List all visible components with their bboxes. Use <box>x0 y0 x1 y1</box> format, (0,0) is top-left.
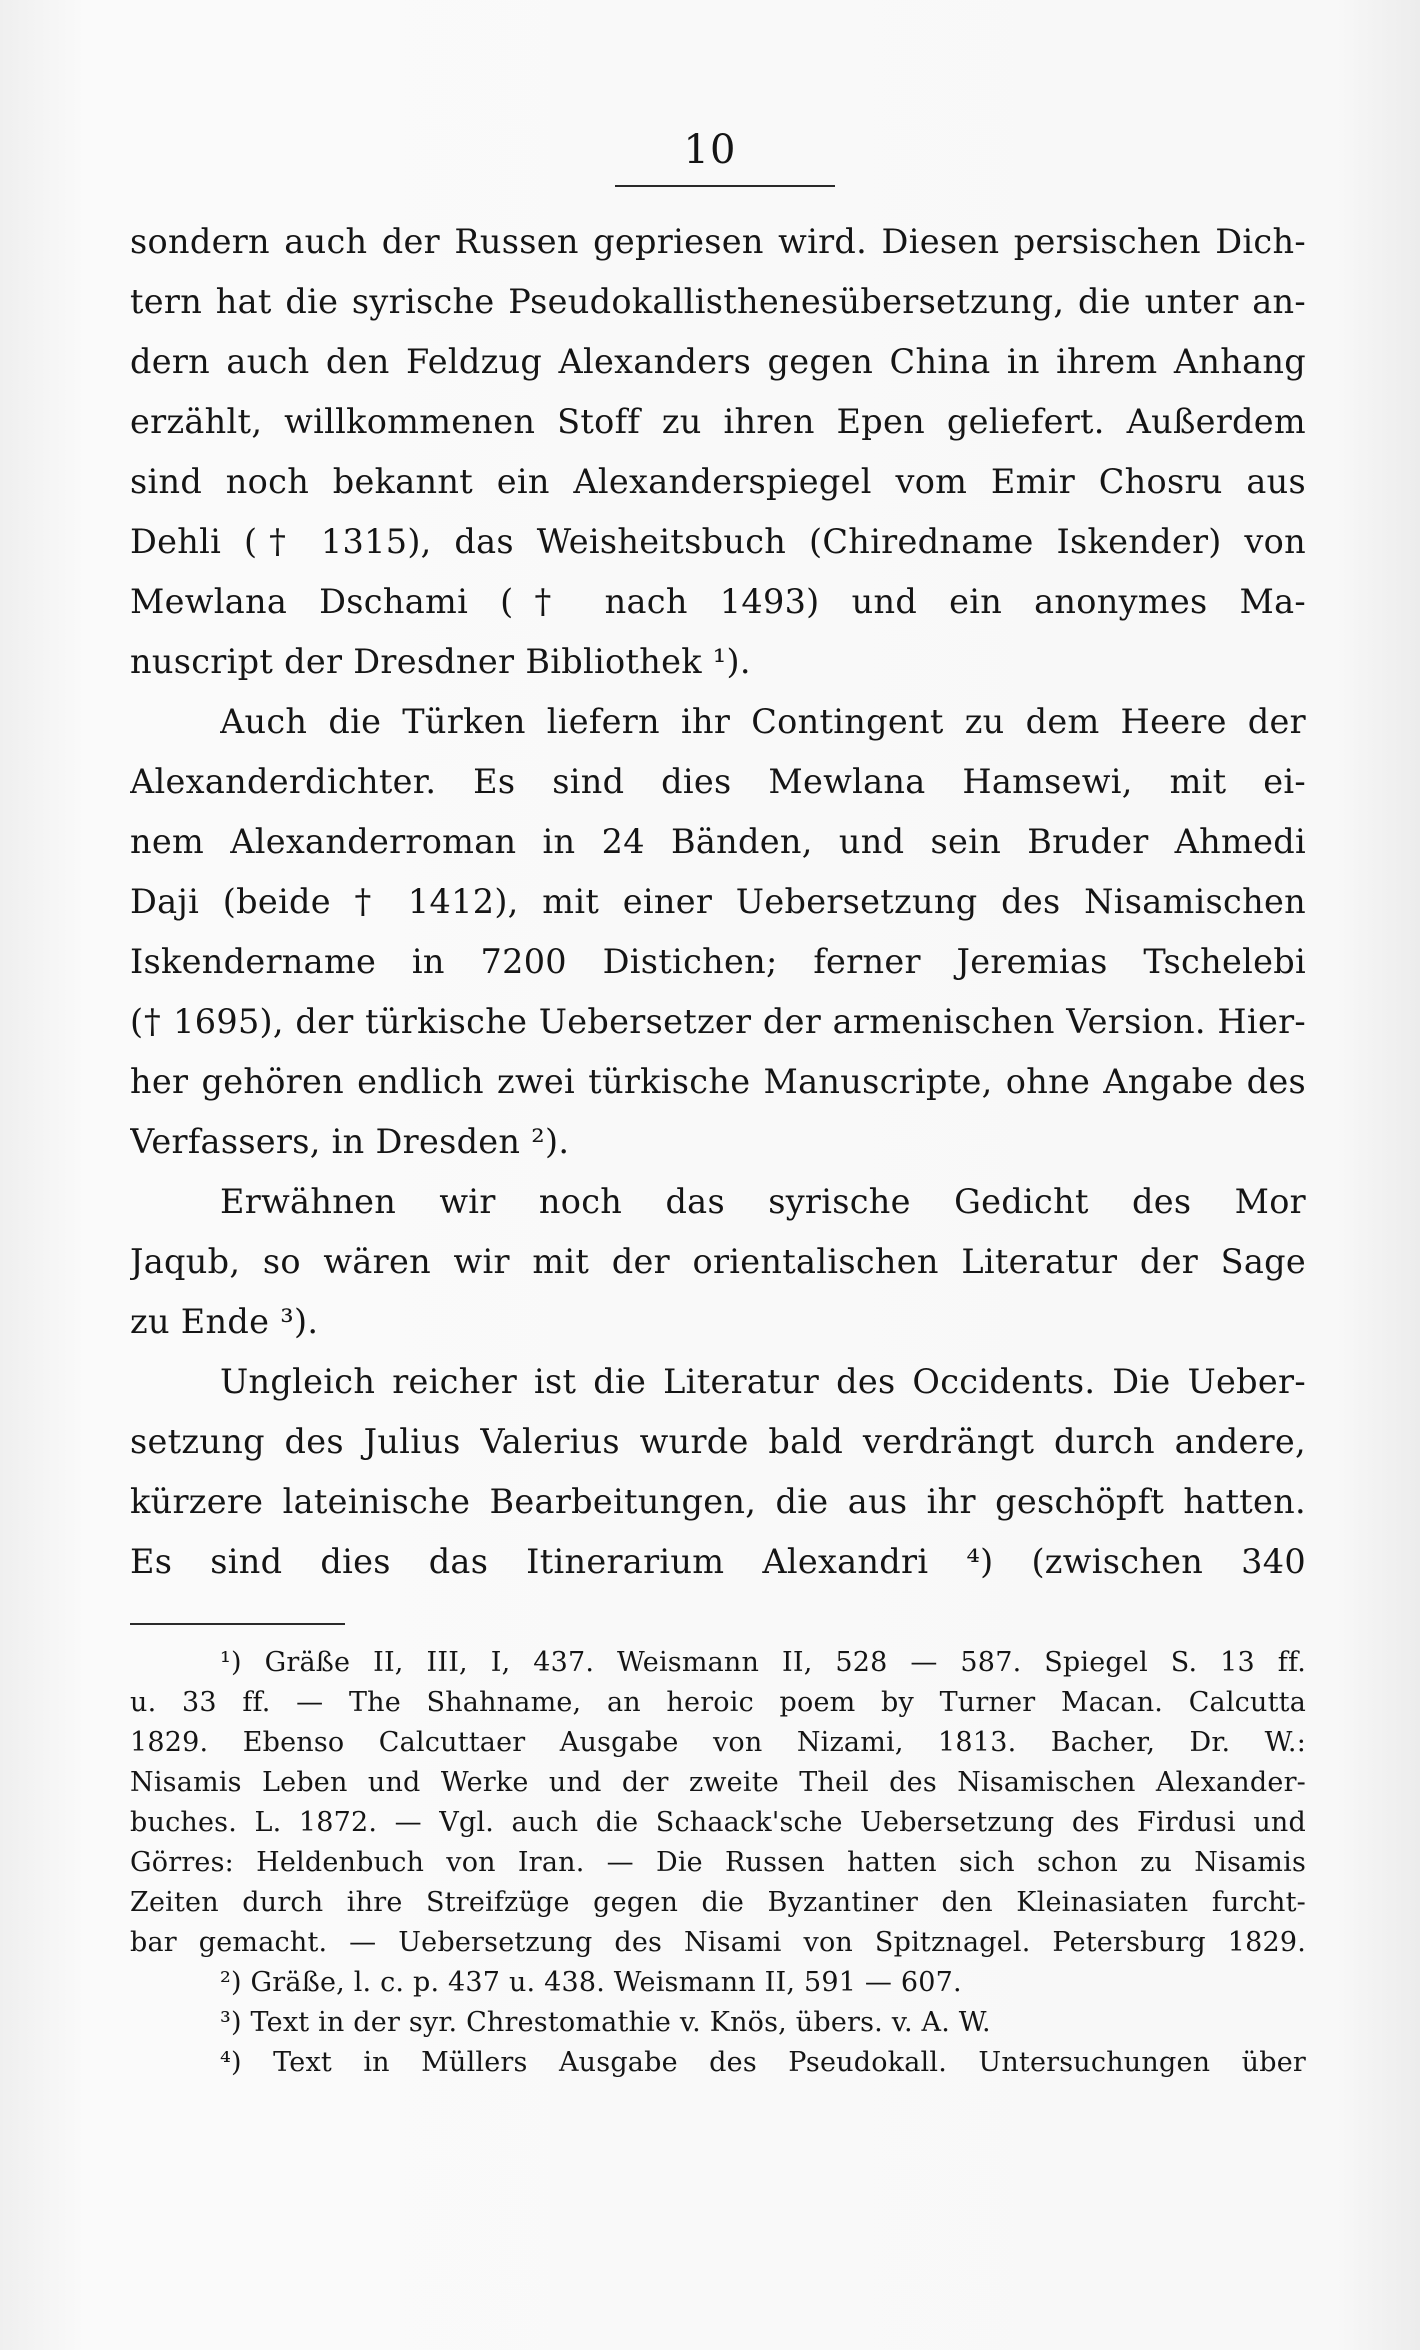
page-number: 10 <box>683 127 737 173</box>
footnote-line: Nisamis Leben und Werke und der zweite Theil des Nisamischen Alexander- <box>130 1767 1306 1798</box>
body-line: Auch die Türken liefern ihr Contingent zu dem Heere der <box>220 702 1306 741</box>
footnote-line: ²) Gräße, l. c. p. 437 u. 438. Weismann II, 591 — 607. <box>220 1967 962 1998</box>
footnote-line: bar gemacht. — Uebersetzung des Nisami von Spitznagel. Petersburg 1829. <box>130 1927 1306 1958</box>
footnote-line: ³) Text in der syr. Chrestomathie v. Knös, übers. v. A. W. <box>220 2007 991 2038</box>
body-line: Jaqub, so wären wir mit der orientalischen Literatur der Sage <box>130 1242 1306 1281</box>
body-line: erzählt, willkommenen Stoff zu ihren Epen geliefert. Außerdem <box>130 402 1306 441</box>
body-line: nuscript der Dresdner Bibliothek ¹). <box>130 642 751 681</box>
body-line: nem Alexanderroman in 24 Bänden, und sein Bruder Ahmedi <box>130 822 1306 861</box>
footnote-line: buches. L. 1872. — Vgl. auch die Schaack'sche Uebersetzung des Firdusi und <box>130 1807 1306 1838</box>
body-line: her gehören endlich zwei türkische Manuscripte, ohne Angabe des <box>130 1062 1306 1101</box>
body-text <box>130 220 1306 1600</box>
header-rule <box>615 185 835 187</box>
body-line: zu Ende ³). <box>130 1302 319 1341</box>
body-line: Iskendername in 7200 Distichen; ferner Jeremias Tschelebi <box>130 942 1306 981</box>
footnote-line: ¹) Gräße II, III, I, 437. Weismann II, 528 — 587. Spiegel S. 13 ff. <box>220 1647 1306 1678</box>
body-line: Mewlana Dschami († nach 1493) und ein anonymes Ma- <box>130 582 1306 621</box>
footnote-line: Görres: Heldenbuch von Iran. — Die Russen hatten sich schon zu Nisamis <box>130 1847 1306 1878</box>
body-line: kürzere lateinische Bearbeitungen, die aus ihr geschöpft hatten. <box>130 1482 1306 1521</box>
body-line: Es sind dies das Itinerarium Alexandri ⁴) (zwischen 340 <box>130 1542 1306 1581</box>
footnote-line: ⁴) Text in Müllers Ausgabe des Pseudokall. Untersuchungen über <box>220 2047 1306 2078</box>
body-line: Alexanderdichter. Es sind dies Mewlana Hamsewi, mit ei- <box>130 762 1306 801</box>
body-line: († 1695), der türkische Uebersetzer der armenischen Version. Hier- <box>130 1002 1306 1041</box>
footnotes <box>130 1645 1306 2165</box>
body-line: Verfassers, in Dresden ²). <box>130 1122 570 1161</box>
body-line: sind noch bekannt ein Alexanderspiegel vom Emir Chosru aus <box>130 462 1306 501</box>
body-line: Ungleich reicher ist die Literatur des Occidents. Die Ueber- <box>220 1362 1306 1401</box>
body-line: setzung des Julius Valerius wurde bald verdrängt durch andere, <box>130 1422 1306 1461</box>
footnote-line: 1829. Ebenso Calcuttaer Ausgabe von Nizami, 1813. Bacher, Dr. W.: <box>130 1727 1306 1758</box>
footnote-line: u. 33 ff. — The Shahname, an heroic poem by Turner Macan. Calcutta <box>130 1687 1306 1718</box>
footnote-rule <box>130 1623 345 1625</box>
body-line: Daji (beide † 1412), mit einer Uebersetzung des Nisamischen <box>130 882 1306 921</box>
body-line: tern hat die syrische Pseudokallisthenesübersetzung, die unter an- <box>130 282 1306 321</box>
footnote-line: Zeiten durch ihre Streifzüge gegen die Byzantiner den Kleinasiaten furcht- <box>130 1887 1306 1918</box>
body-line: dern auch den Feldzug Alexanders gegen China in ihrem Anhang <box>130 342 1306 381</box>
body-line: Erwähnen wir noch das syrische Gedicht des Mor <box>220 1182 1306 1221</box>
body-line: sondern auch der Russen gepriesen wird. Diesen persischen Dich- <box>130 222 1306 261</box>
body-line: Dehli († 1315), das Weisheitsbuch (Chiredname Iskender) von <box>130 522 1306 561</box>
